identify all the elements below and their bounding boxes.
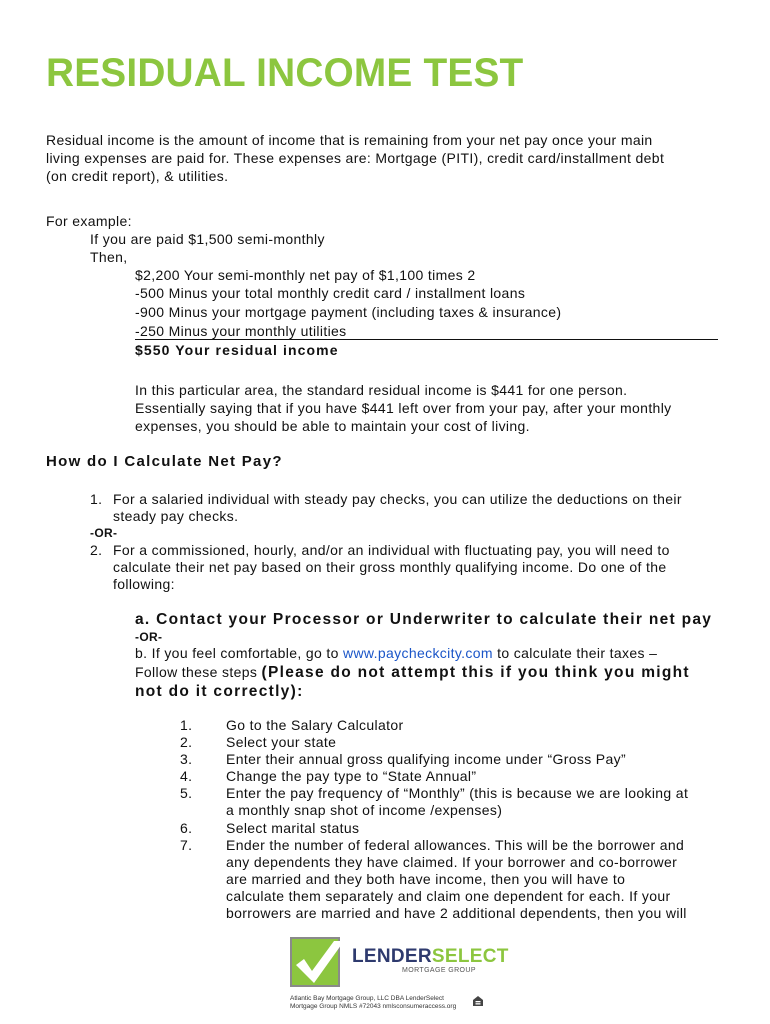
step-number: 7.	[180, 837, 193, 853]
intro-line: Residual income is the amount of income that is remaining from your net pay once your main	[46, 132, 653, 148]
option-b	[135, 644, 657, 662]
step-line: Select your state	[226, 734, 337, 750]
page-title: RESIDUAL INCOME TEST	[46, 51, 524, 95]
logo-subtitle: MORTGAGE GROUP	[402, 967, 476, 974]
option-b-text: b. If you feel comfortable, go to	[135, 645, 344, 661]
step-line: Enter the pay frequency of “Monthly” (this is because we are looking at	[226, 785, 689, 801]
note-line: Essentially saying that if you have $441 left over from your pay, after your monthly	[135, 400, 672, 416]
calc-line: -900 Minus your mortgage payment (including taxes & insurance)	[135, 304, 562, 320]
paycheckcity-link[interactable]: www.paycheckcity.com	[343, 645, 493, 661]
item-line: For a salaried individual with steady pay checks, you can utilize the deductions on their	[113, 491, 682, 507]
sum-underline	[135, 322, 718, 340]
footer-logo	[290, 937, 509, 1017]
step-line: calculate them separately and claim one dependent for each. If your	[226, 888, 671, 904]
step-line: Select marital status	[226, 820, 360, 836]
example-label: For example:	[46, 213, 132, 229]
step-line: Ender the number of federal allowances. This will be the borrower and	[226, 837, 685, 853]
warning-text: (Please do not attempt this if you think you might	[261, 664, 690, 681]
checkmark-logo-icon	[290, 937, 346, 987]
step-line: a monthly snap shot of income /expenses)	[226, 802, 503, 818]
warning-text: not do it correctly):	[135, 683, 304, 700]
calc-result: $550 Your residual income	[135, 342, 339, 358]
option-b-text: to calculate their taxes –	[492, 645, 658, 661]
example-line: If you are paid $1,500 semi-monthly	[90, 231, 325, 247]
step-line: Change the pay type to “State Annual”	[226, 768, 477, 784]
calc-line: -250 Minus your monthly utilities	[135, 323, 347, 339]
note-line: expenses, you should be able to maintain your cost of living.	[135, 418, 530, 434]
step-number: 1.	[180, 717, 193, 733]
step-number: 2.	[180, 734, 193, 750]
intro-line: (on credit report), & utilities.	[46, 168, 229, 184]
step-line: borrowers are married and have 2 additional dependents, then you will	[226, 905, 687, 921]
step-line: any dependents they have claimed. If your borrower and co-borrower	[226, 854, 678, 870]
footer-line: Mortgage Group NMLS #72043 nmlsconsumeraccess.org	[290, 1003, 457, 1010]
note-line: In this particular area, the standard residual income is $441 for one person.	[135, 382, 628, 398]
step-number: 6.	[180, 820, 193, 836]
intro-line: living expenses are paid for. These expenses are: Mortgage (PITI), credit card/installment debt	[46, 150, 665, 166]
step-number: 5.	[180, 785, 193, 801]
calc-line: $2,200 Your semi-monthly net pay of $1,100 times 2	[135, 267, 476, 283]
item-line: steady pay checks.	[113, 508, 239, 524]
step-number: 3.	[180, 751, 193, 767]
step-line: Go to the Salary Calculator	[226, 717, 404, 733]
step-number: 4.	[180, 768, 193, 784]
section-heading: How do I Calculate Net Pay?	[46, 453, 283, 470]
or-divider: -OR-	[135, 630, 163, 644]
item-number: 1.	[90, 491, 103, 507]
logo-wordmark	[352, 947, 509, 967]
footer-line: Atlantic Bay Mortgage Group, LLC DBA LenderSelect	[290, 995, 444, 1002]
step-line: Enter their annual gross qualifying income under “Gross Pay”	[226, 751, 626, 767]
option-a: a. Contact your Processor or Underwriter to calculate their net pay	[135, 611, 713, 628]
equal-housing-icon	[472, 995, 484, 1007]
item-number: 2.	[90, 542, 103, 558]
logo-lender: LENDER	[352, 946, 432, 967]
item-line: following:	[113, 576, 175, 592]
logo-select: SELECT	[431, 946, 509, 967]
calc-line: -500 Minus your total monthly credit card / installment loans	[135, 285, 526, 301]
item-line: For a commissioned, hourly, and/or an individual with fluctuating pay, you will need to	[113, 542, 670, 558]
item-line: calculate their net pay based on their gross monthly qualifying income. Do one of the	[113, 559, 667, 575]
step-line: are married and they both have income, then you will have to	[226, 871, 626, 887]
example-line: Then,	[90, 249, 128, 265]
option-b-line2	[135, 663, 690, 682]
option-b-text: Follow these steps	[135, 664, 262, 680]
or-divider: -OR-	[90, 526, 118, 540]
